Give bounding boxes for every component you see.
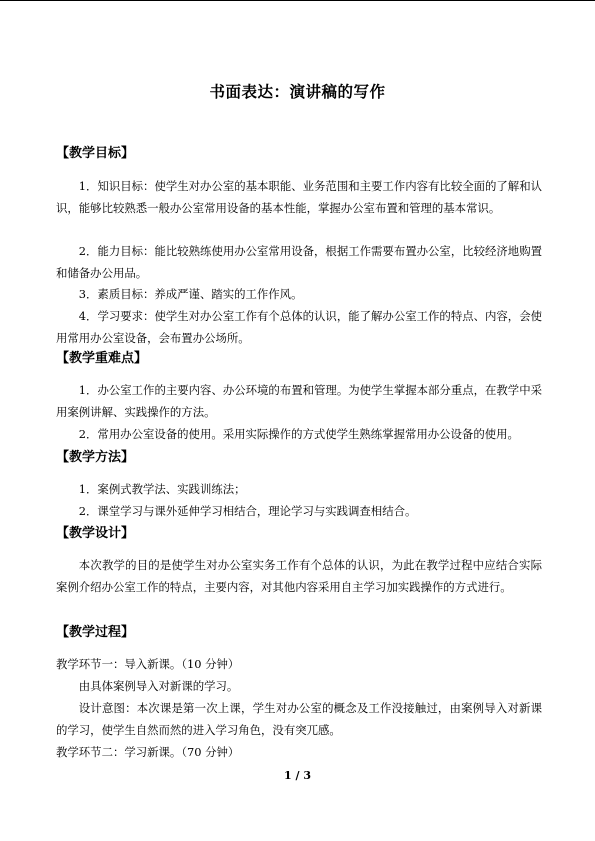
section-heading-design: 【教学设计】 bbox=[56, 526, 135, 541]
paragraph-key-point-2: 2．常用办公室设备的使用。采用实际操作的方式使学生熟练掌握常用办公设备的使用。 bbox=[78, 427, 519, 441]
section-heading-objectives: 【教学目标】 bbox=[56, 146, 135, 161]
paragraph-design: 本次教学的目的是使学生对办公室实务工作有个总体的认识，为此在教学过程中应结合实际案例介绍办公室工作的特点，主要内容，对其他内容采用自主学习加实践操作的方式进行。 bbox=[56, 558, 542, 594]
page-number: 1 / 3 bbox=[284, 769, 311, 782]
paragraph-learning-requirement: 4．学习要求：使学生对办公室工作有个总体的认识，能了解办公室工作的特点、内容，会使用常用办公室设备，会布置办公场所。 bbox=[56, 309, 542, 345]
process-step-1-detail: 由具体案例导入对新课的学习。 bbox=[78, 679, 239, 693]
process-step-2: 教学环节二：学习新课。（70 分钟） bbox=[56, 745, 240, 759]
section-heading-process: 【教学过程】 bbox=[56, 625, 135, 640]
paragraph-ability-objective: 2．能力目标：能比较熟练使用办公室常用设备，根据工作需要布置办公室，比较经济地购置和储备办公用品。 bbox=[56, 244, 542, 280]
process-design-intent: 设计意图：本次课是第一次上课，学生对办公室的概念及工作没接触过，由案例导入对新课的学习，使学生自然而然的进入学习角色，没有突兀感。 bbox=[56, 701, 542, 737]
paragraph-knowledge-objective: 1．知识目标：使学生对办公室的基本职能、业务范围和主要工作内容有比较全面的了解和认识，能够比较熟悉一般办公室常用设备的基本性能，掌握办公室布置和管理的基本常识。 bbox=[56, 179, 542, 215]
section-heading-methods: 【教学方法】 bbox=[56, 450, 135, 465]
process-step-1: 教学环节一：导入新课。（10 分钟） bbox=[56, 657, 240, 671]
paragraph-method-1: 1．案例式教学法、实践训练法； bbox=[78, 482, 246, 496]
document-title: 书面表达：演讲稿的写作 bbox=[209, 83, 386, 101]
section-heading-key-points: 【教学重难点】 bbox=[56, 351, 148, 366]
paragraph-method-2: 2．课堂学习与课外延伸学习相结合，理论学习与实践调查相结合。 bbox=[78, 504, 417, 518]
paragraph-key-point-1: 1．办公室工作的主要内容、办公环境的布置和管理。为使学生掌握本部分重点，在教学中采用案例讲解、实践操作的方法。 bbox=[56, 383, 542, 419]
paragraph-quality-objective: 3．素质目标：养成严谨、踏实的工作作风。 bbox=[78, 287, 303, 301]
